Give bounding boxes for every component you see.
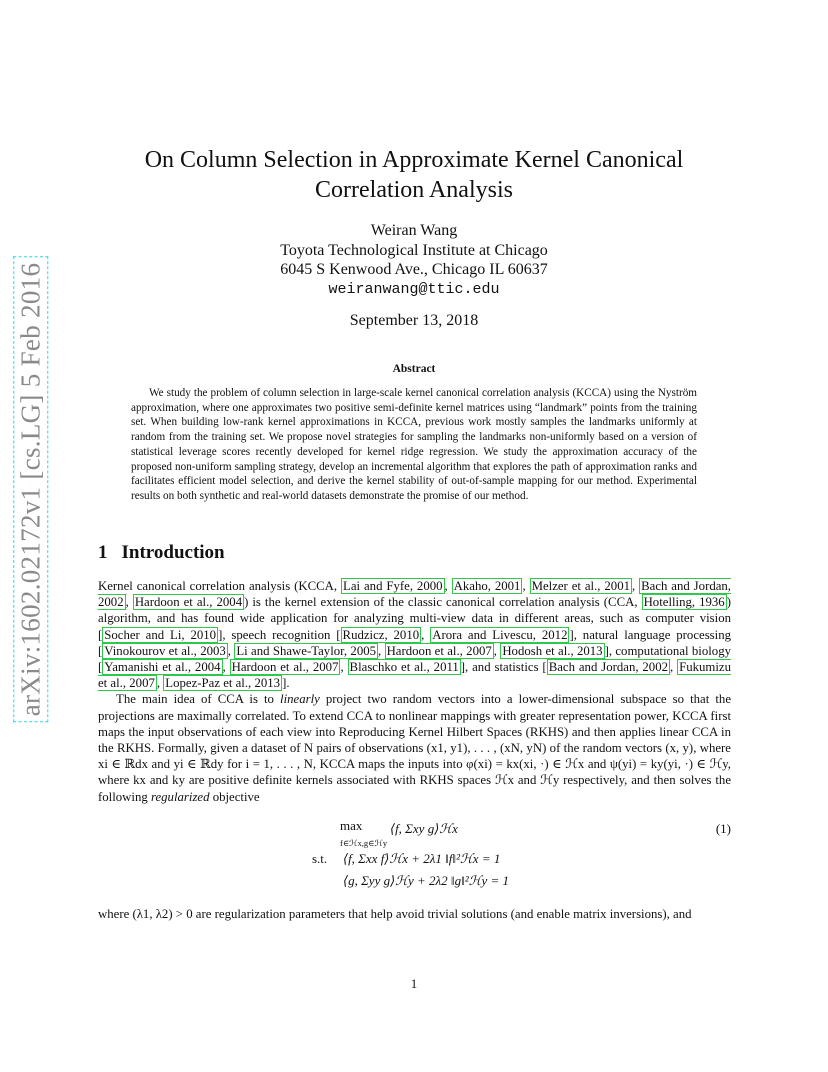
section-number: 1 (98, 542, 108, 563)
title-line-2: Correlation Analysis (315, 177, 513, 203)
author-email[interactable]: weiranwang@ttic.edu (328, 281, 500, 298)
citation-link[interactable]: Hardoon et al., 2007 (231, 660, 339, 675)
citation-link[interactable]: Blaschko et al., 2011 (349, 660, 459, 675)
abstract-heading: Abstract (392, 363, 436, 375)
title-line-1: On Column Selection in Approximate Kernel Canonical (144, 147, 684, 173)
citation-link[interactable]: Fukumizu et al., 2007 (98, 660, 731, 691)
citation-link[interactable]: Rudzicz, 2010 (342, 627, 420, 642)
citation-link[interactable]: Akaho, 2001 (453, 579, 521, 593)
citation-link[interactable]: Socher and Li, 2010 (104, 627, 217, 642)
citation-link[interactable]: Hodosh et al., 2013 (502, 643, 603, 658)
equation-max: max f∈ℋx,g∈ℋy (340, 818, 388, 848)
equation-objective: ⟨f, Σxy g⟩ℋx (390, 821, 458, 836)
citation-link[interactable]: Melzer et al., 2001 (531, 579, 630, 593)
section-heading (98, 542, 225, 564)
continuation-text: where (λ1, λ2) > 0 are regularization parameters that help avoid trivial solutions (and enable matrix inversions), and (98, 907, 692, 921)
intro-body (98, 578, 731, 805)
author-affiliation: Toyota Technological Institute at Chicago (280, 242, 548, 259)
citation-link[interactable]: Li and Shawe-Taylor, 2005 (236, 643, 377, 658)
abstract-body (131, 386, 697, 504)
page-number: 1 (410, 976, 418, 991)
arxiv-stamp-text[interactable]: arXiv:1602.02172v1 [cs.LG] 5 Feb 2016 (14, 256, 49, 722)
citation-link[interactable]: Bach and Jordan, 2002 (98, 579, 732, 610)
intro-paragraph-1: Kernel canonical correlation analysis (KCCA, Lai and Fyfe, 2000 , Akaho, 2001 , Melzer et al., 2001 , Bach and Jordan, 2002 , Hardoon et al., 2004 ) is the kernel extension of the classic canonical correlation analysis (CCA, Hotelling, 1936 ) algorithm, and has found wide application for analyzing multi-view data in different areas, such as computer vision [ Socher and Li, 2010 ], speech recognition [ Rudzicz, 2010 , Arora and Livescu, 2012 ], natural language processing [ Vinokourov et al., 2003 , Li and Shawe-Taylor, 2005 , Hardoon et al., 2007 , Hodosh et al., 2013 ], computational biology [ Yamanishi et al., 2004 , Hardoon et al., 2007 , Blaschko et al., 2011 ], and statistics [ Bach and Jordan, 2002 , Fukumizu et al., 2007 , Lopez-Paz et al., 2013 ]. (98, 579, 732, 691)
citation-link[interactable]: Bach and Jordan, 2002 (548, 660, 669, 675)
intro-paragraph-2: The main idea of CCA is to linearly project two random vectors into a lower-dimensional subspace so that the projections are maximally correlated. To extend CCA to nonlinear mappings with greater representation power, KCCA first maps the input observations of each view into Reproducing Kernel Hilbert Spaces (RKHS) and then applies linear CCA in the RKHS. Formally, given a dataset of N pairs of observations (x1, y1), . . . , (xN, yN) of the random vectors (x, y), where xi ∈ ℝdx and yi ∈ ℝdy for i = 1, . . . , N, KCCA maps the inputs into φ(xi) = kx(xi, ·) ∈ ℋx and ψ(yi) = ky(yi, ·) ∈ ℋy, where kx and ky are positive definite kernels associated with RKHS spaces ℋx and ℋy respectively, and then solves the following regularized objective (98, 692, 731, 804)
citation-link[interactable]: Yamanishi et al., 2004 (104, 660, 221, 675)
citation-link[interactable]: Hotelling, 1936 (643, 595, 725, 610)
citation-link[interactable]: Vinokourov et al., 2003 (104, 643, 226, 658)
citation-link[interactable]: Lopez-Paz et al., 2013 (165, 676, 281, 691)
citation-link[interactable]: Arora and Livescu, 2012 (432, 627, 568, 642)
citation-link[interactable]: Hardoon et al., 2007 (386, 643, 492, 658)
paper-title (0, 145, 828, 205)
author-name: Weiran Wang (370, 222, 458, 239)
citation-link[interactable]: Hardoon et al., 2004 (134, 595, 243, 610)
arxiv-stamp[interactable] (11, 262, 51, 716)
author-address: 6045 S Kenwood Ave., Chicago IL 60637 (280, 261, 548, 278)
equation-st-label: s.t. (312, 851, 328, 866)
equation-constraint-2: ⟨g, Σyy g⟩ℋy + 2λ2 ‖g‖²ℋy = 1 (343, 873, 510, 888)
section-title: Introduction (121, 542, 225, 563)
equation-number: (1) (715, 821, 731, 836)
equation-constraint-1: ⟨f, Σxx f⟩ℋx + 2λ1 ‖f‖²ℋx = 1 (343, 851, 501, 866)
abstract-text: We study the problem of column selection in large-scale kernel canonical correlation analysis (KCCA) using the Nyström approximation, where one approximates two positive semi-definite kernel matrices using “landmark” points from the training set. When building low-rank kernel approximations in KCCA, previous work mostly samples the landmarks uniformly at random from the training set. We propose novel strategies for sampling the landmarks non-uniformly based on a version of statistical leverage scores recently developed for kernel ridge regression. We study the approximation accuracy of the proposed non-uniform sampling strategy, develop an incremental algorithm that explores the path of approximation ranks and facilitates efficient model selection, and derive the kernel stability of out-of-sample mapping for our method. Experimental results on both synthetic and real-world datasets demonstrate the promise of our method. (131, 387, 697, 502)
citation-link[interactable]: Lai and Fyfe, 2000 (343, 579, 443, 593)
paper-date: September 13, 2018 (349, 312, 479, 329)
